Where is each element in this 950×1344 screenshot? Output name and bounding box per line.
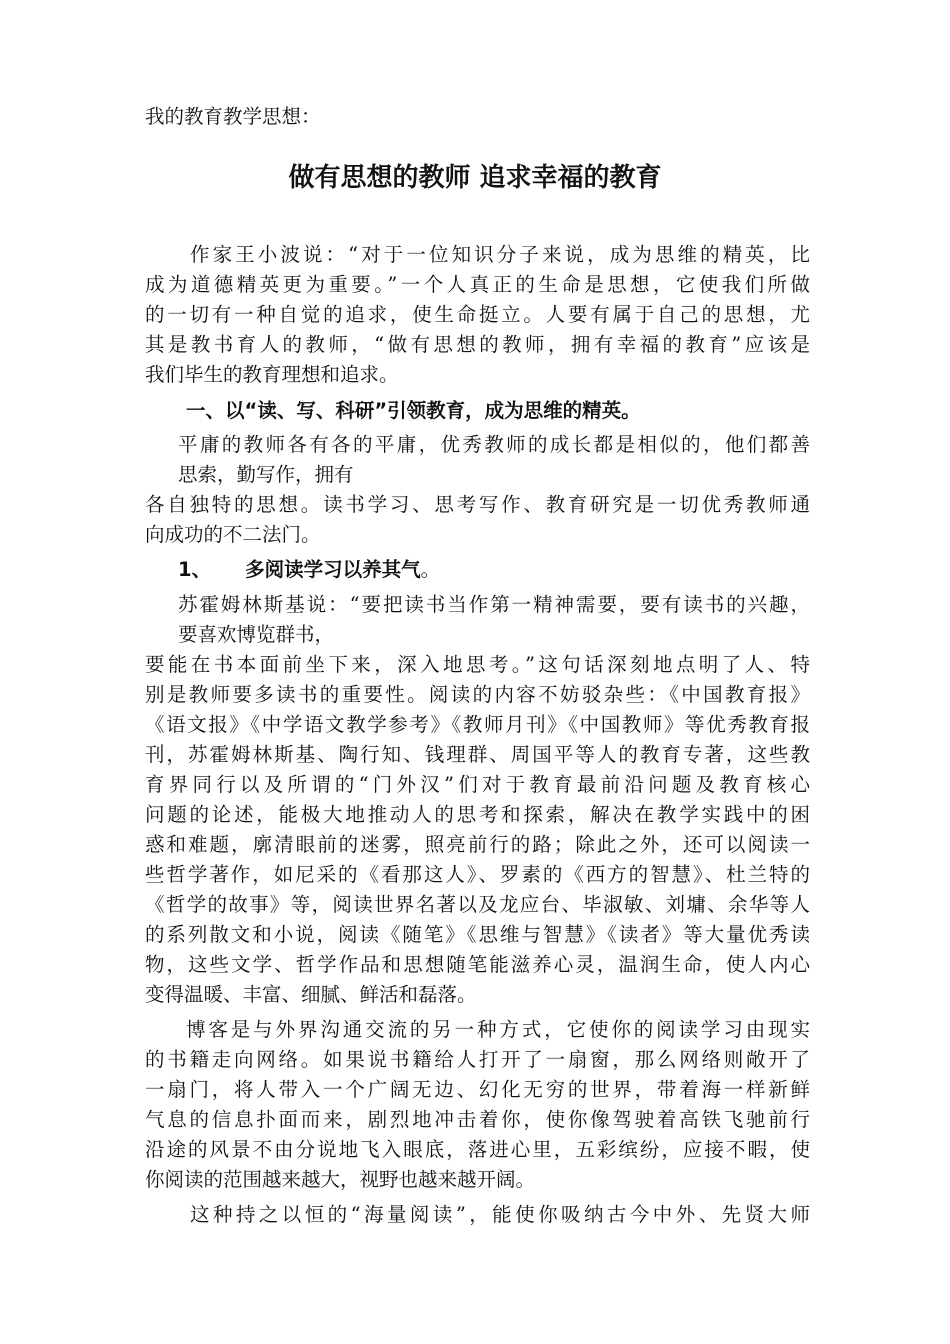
p3-line-6: 刊，苏霍姆林斯基、陶行知、钱理群、周国平等人的教育专著，这些教: [145, 743, 810, 766]
p2-line-3: 各自独特的思想。读书学习、思考写作、教育研究是一切优秀教师通: [145, 493, 810, 516]
p3-line-9: 惑和难题，廓清眼前的迷雾，照亮前行的路；除此之外，还可以阅读一: [145, 833, 810, 856]
p5-line-1: 这种持之以恒的“海量阅读”，能使你吸纳古今中外、先贤大师: [190, 1203, 810, 1226]
p3-line-1: 苏霍姆林斯基说：“要把读书当作第一精神需要，要有读书的兴趣，: [178, 593, 810, 616]
p4-line-5: 沿途的风景不由分说地飞入眼底，落进心里，五彩缤纷，应接不暇，使: [145, 1138, 810, 1161]
p3-line-2: 要喜欢博览群书，: [178, 623, 335, 646]
p3-line-7: 育界同行以及所谓的“门外汉”们对于教育最前沿问题及教育核心: [145, 773, 810, 796]
p3-line-11: 《哲学的故事》等，阅读世界名著以及龙应台、毕淑敏、刘墉、余华等人: [145, 893, 810, 916]
p4-line-2: 的书籍走向网络。如果说书籍给人打开了一扇窗，那么网络则敞开了: [145, 1048, 810, 1071]
p4-line-6: 你阅读的范围越来越大，视野也越来越开阔。: [145, 1168, 536, 1191]
intro-line-3: 的一切有一种自觉的追求，使生命挺立。人要有属于自己的思想，尤: [145, 303, 810, 326]
intro-line-4: 其是教书育人的教师，“做有思想的教师，拥有幸福的教育”应该是: [145, 333, 810, 356]
p3-line-3: 要能在书本面前坐下来，深入地思考。”这句话深刻地点明了人、特: [145, 653, 810, 676]
p4-line-3: 一扇门，将人带入一个广阔无边、幻化无穷的世界，带着海一样新鲜: [145, 1078, 810, 1101]
p3-line-13: 物，这些文学、哲学作品和思想随笔能滋养心灵，温润生命，使人内心: [145, 953, 810, 976]
p2-line-2: 思索，勤写作，拥有: [178, 463, 354, 486]
subheading-text: 多阅读学习以养其气: [245, 558, 421, 581]
p3-line-5: 《语文报》《中学语文教学参考》《教师月刊》《中国教师》等优秀教育报: [145, 713, 810, 736]
intro-line-5: 我们毕生的教育理想和追求。: [145, 363, 399, 386]
p3-line-8: 问题的论述，能极大地推动人的思考和探索，解决在教学实践中的困: [145, 803, 810, 826]
intro-line-2: 成为道德精英更为重要。”一个人真正的生命是思想，它使我们所做: [145, 273, 810, 296]
p2-line-4: 向成功的不二法门。: [145, 523, 321, 546]
p3-line-10: 些哲学著作，如尼采的《看那这人》、罗素的《西方的智慧》、杜兰特的: [145, 863, 810, 886]
doc-heading: 我的教育教学思想：: [145, 105, 321, 128]
p4-line-4: 气息的信息扑面而来，剧烈地冲击着你，使你像驾驶着高铁飞驰前行: [145, 1108, 810, 1131]
subheading-tail: 。: [420, 558, 441, 581]
p4-line-1: 博客是与外界沟通交流的另一种方式，它使你的阅读学习由现实: [186, 1018, 810, 1041]
p3-line-14: 变得温暖、丰富、细腻、鲜活和磊落。: [145, 983, 477, 1006]
doc-title: 做有思想的教师 追求幸福的教育: [288, 163, 662, 193]
subheading-1: [178, 555, 678, 585]
subheading-number: 1、: [178, 558, 212, 581]
p3-line-4: 别是教师要多读书的重要性。阅读的内容不妨驳杂些：《中国教育报》: [145, 683, 810, 706]
section-heading-1: 一、以“读、写、科研”引领教育，成为思维的精英。: [186, 399, 641, 422]
intro-line-1: 作家王小波说：“对于一位知识分子来说，成为思维的精英，比: [190, 243, 810, 266]
p3-line-12: 的系列散文和小说，阅读《随笔》《思维与智慧》《读者》等大量优秀读: [145, 923, 810, 946]
p2-line-1: 平庸的教师各有各的平庸，优秀教师的成长都是相似的，他们都善: [178, 433, 810, 456]
